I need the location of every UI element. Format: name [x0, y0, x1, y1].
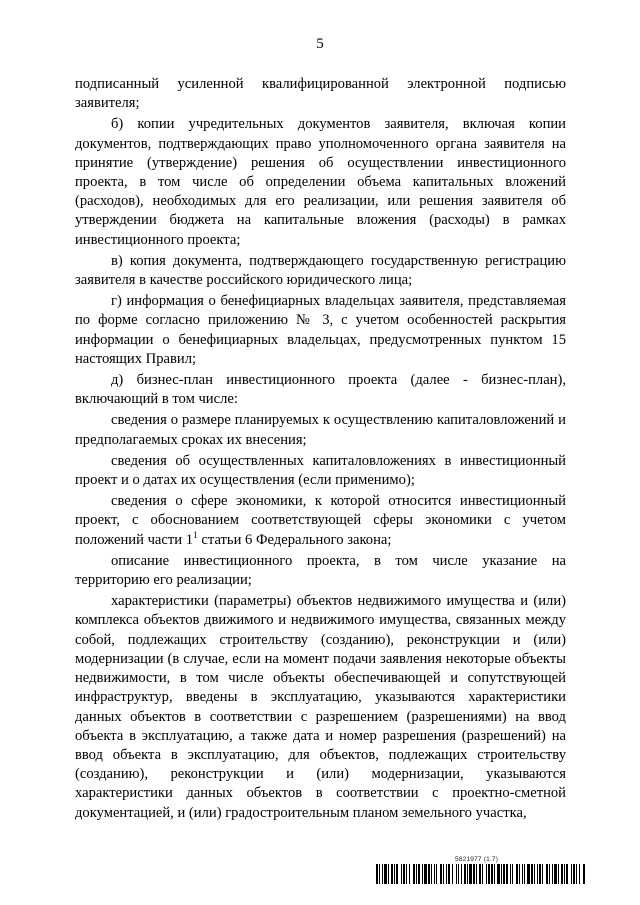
paragraph-continuation: подписанный усиленной квалифицированной электронной подписью заявителя;: [75, 76, 566, 112]
paragraph-property-characteristics: характеристики (параметры) объектов недвижимого имущества и (или) комплекса объектов движимого и недвижимого имущества, связанных между собой, подлежащих строительству (созданию), реконструкции и (или) модернизации (в случае, если на момент подачи заявления некоторые объекты недвижимости, в том числе объекты обеспечивающей и сопутствующей инфраструктур, введены в эксплуатацию, указываются характеристики данных объектов в соответствии с разрешением (разрешениями) на ввод объекта в эксплуатацию, а также дата и номер разрешения (разрешений) на ввод объекта в эксплуатацию, для объектов, подлежащих строительству (созданию), реконструкции и (или) модернизации, указываются характеристики данных объектов в соответствии с проектно-сметной документацией, и (или) градостроительным планом земельного участка,: [75, 593, 566, 821]
paragraph-item-d: д) бизнес-план инвестиционного проекта (далее - бизнес-план), включающий в том числе:: [75, 372, 566, 408]
document-code: 5821977 (1.7): [455, 856, 499, 863]
page-number: 5: [316, 36, 324, 52]
paragraph-project-description: описание инвестиционного проекта, в том числе указание на территорию его реализации;: [75, 552, 566, 589]
paragraph-economy-sector: [75, 492, 566, 550]
paragraph-item-v: в) копия документа, подтверждающего государственную регистрацию заявителя в качестве российского юридического лица;: [75, 252, 566, 289]
barcode: [376, 864, 586, 884]
superscript: 1: [193, 530, 198, 541]
document-body: [75, 75, 566, 825]
paragraph-economy-sector-text-end: статьи 6 Федерального закона;: [197, 531, 392, 548]
paragraph-item-g: г) информация о бенефициарных владельцах заявителя, представляемая по форме согласно приложению № 3, с учетом особенностей раскрытия информации о бенефициарных владельцах, предусмотренных пунктом 15 настоящих Правил;: [75, 293, 566, 367]
paragraph-investment-done: сведения об осуществленных капиталовложениях в инвестиционный проект и о датах их осуществления (если применимо);: [75, 452, 566, 489]
paragraph-economy-sector-text: сведения о сфере экономики, к которой относится инвестиционный проект, с обоснованием соответствующей сферы экономики с учетом положений части 1: [75, 493, 566, 548]
paragraph-investment-size: сведения о размере планируемых к осуществлению капиталовложений и предполагаемых сроках их внесения;: [75, 412, 566, 448]
paragraph-item-b: б) копии учредительных документов заявителя, включая копии документов, подтверждающих право уполномоченного органа заявителя на принятие (утверждение) решения об осуществлении инвестиционного проекта, в том числе об определении объема капитальных вложений (расходов), необходимых для его реализации, или решения заявителя об утверждении бюджета на капитальные вложения (расходы) в рамках инвестиционного проекта;: [75, 116, 566, 248]
